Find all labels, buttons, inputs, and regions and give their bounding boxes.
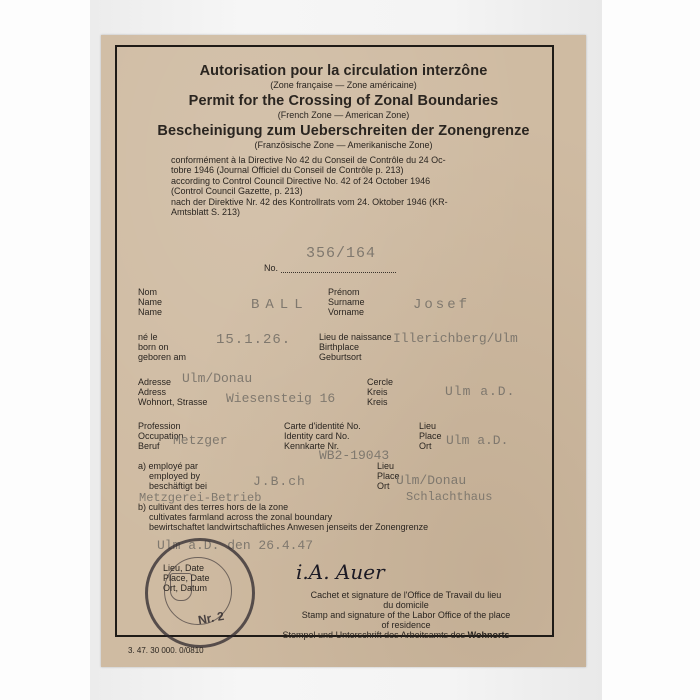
id-card-value: WB2-19043 [319, 448, 390, 463]
label-prenom: Prénom [328, 287, 360, 297]
place-date-value: Ulm a.D. den 26.4.47 [157, 538, 314, 553]
label-kreis-en: Kreis [367, 387, 388, 397]
permit-number: 356/164 [306, 245, 377, 262]
stamp-number-text: Nr. 2 [196, 608, 226, 628]
subtitle-german: (Französische Zone — Amerikanische Zone) [254, 140, 433, 150]
label-identity-card: Identity card No. [284, 431, 350, 441]
label-employed-by: employed by [149, 471, 201, 481]
permit-document [101, 35, 586, 667]
label-name-en: Name [138, 297, 163, 307]
id-place-value: Ulm a.D. [446, 433, 509, 448]
label-stempel-de [246, 630, 546, 640]
label-adress: Adress [138, 387, 167, 397]
label-place-date: Place, Date [163, 573, 210, 583]
number-dotline [281, 272, 396, 273]
surname-value: BALL [251, 297, 309, 313]
label-kreis-de: Kreis [367, 397, 388, 407]
employer-value-2: Metzgerei-Betrieb [139, 491, 262, 505]
stempel-text: Stempel und Unterschrift des Arbeitsamts des [282, 630, 466, 640]
label-lieu-naissance: Lieu de naissance [319, 332, 392, 342]
kreis-value: Ulm a.D. [445, 384, 516, 399]
birthplace-value: Illerichberg/Ulm [393, 331, 518, 346]
label-cachet-fr-1: Cachet et signature de l'Office de Travail du lieu [310, 590, 502, 600]
official-stamp [145, 538, 255, 648]
label-geburtsort: Geburtsort [319, 352, 362, 362]
stamp-emblem-icon [170, 573, 192, 601]
label-birthplace: Birthplace [319, 342, 360, 352]
label-employe-par: a) employé par [138, 461, 199, 471]
employer-value: J.B.ch [253, 474, 306, 489]
label-lieu: Lieu [419, 421, 437, 431]
label-beschaeftigt: beschäftigt bei [149, 481, 208, 491]
first-name-value: Josef [413, 297, 471, 313]
stempel-wohnorts: Wohnorts [467, 630, 510, 640]
legal-en-line2: (Control Council Gazette, p. 213) [171, 186, 303, 196]
label-nom: Nom [138, 287, 158, 297]
address-city-value: Ulm/Donau [182, 371, 253, 386]
title-english: Permit for the Crossing of Zonal Boundaries [188, 93, 499, 109]
occupation-value: Metzger [173, 433, 228, 448]
label-kennkarte: Kennkarte Nr. [284, 441, 340, 451]
label-vorname: Vorname [328, 307, 365, 317]
employer-place-value: Ulm/Donau [396, 473, 467, 488]
label-surname: Surname [328, 297, 365, 307]
label-stamp-en-2: of residence [381, 620, 431, 630]
label-adresse: Adresse [138, 377, 172, 387]
label-ort: Ort [419, 441, 432, 451]
subtitle-french: (Zone française — Zone américaine) [270, 80, 417, 90]
legal-de-line2: Amtsblatt S. 213) [171, 207, 241, 217]
legal-fr-line1: conformément à la Directive No 42 du Conseil de Contrôle du 24 Oc- [171, 155, 446, 165]
label-cultivant-de: bewirtschaftet landwirtschaftliches Anwesen jenseits der Zonengrenze [149, 522, 429, 532]
label-ort-2: Ort [377, 481, 390, 491]
title-french: Autorisation pour la circulation interzône [199, 63, 488, 79]
label-name-de: Name [138, 307, 163, 317]
label-lieu-2: Lieu [377, 461, 395, 471]
label-beruf: Beruf [138, 441, 160, 451]
label-occupation: Occupation [138, 431, 184, 441]
label-ne-le: né le [138, 332, 158, 342]
label-cultivant-en: cultivates farmland across the zonal boundary [149, 512, 333, 522]
label-born-on: born on [138, 342, 169, 352]
signature: i.A. Auer [296, 560, 385, 584]
title-german: Bescheinigung zum Ueberschreiten der Zonengrenze [157, 123, 530, 139]
birth-date-value: 15.1.26. [216, 332, 292, 348]
legal-de-line1: nach der Direktive Nr. 42 des Kontrollrats vom 24. Oktober 1946 (KR- [171, 197, 448, 207]
label-place: Place [419, 431, 442, 441]
legal-fr-line2: tobre 1946 (Journal Officiel du Conseil de Contrôle p. 213) [171, 165, 404, 175]
subtitle-english: (French Zone — American Zone) [277, 110, 410, 120]
address-street-value: Wiesensteig 16 [226, 391, 336, 406]
label-geboren-am: geboren am [138, 352, 187, 362]
label-cachet-fr-2: du domicile [383, 600, 429, 610]
label-place-2: Place [377, 471, 400, 481]
label-carte-identite: Carte d'identité No. [284, 421, 361, 431]
label-cultivant-fr: b) cultivant des terres hors de la zone [138, 502, 289, 512]
label-wohnort: Wohnort, Strasse [138, 397, 208, 407]
legal-en-line1: according to Control Council Directive No. 42 of 24 October 1946 [171, 176, 431, 186]
label-stamp-en-1: Stamp and signature of the Labor Office of the place [301, 610, 511, 620]
print-code: 3. 47. 30 000. 0/0810 [128, 646, 204, 655]
label-ort-datum: Ort, Datum [163, 583, 208, 593]
employer-place-value-2: Schlachthaus [406, 490, 493, 504]
label-lieu-date: Lieu, Date [163, 563, 205, 573]
label-cercle: Cercle [367, 377, 394, 387]
number-label: No. [264, 263, 279, 273]
label-profession: Profession [138, 421, 181, 431]
